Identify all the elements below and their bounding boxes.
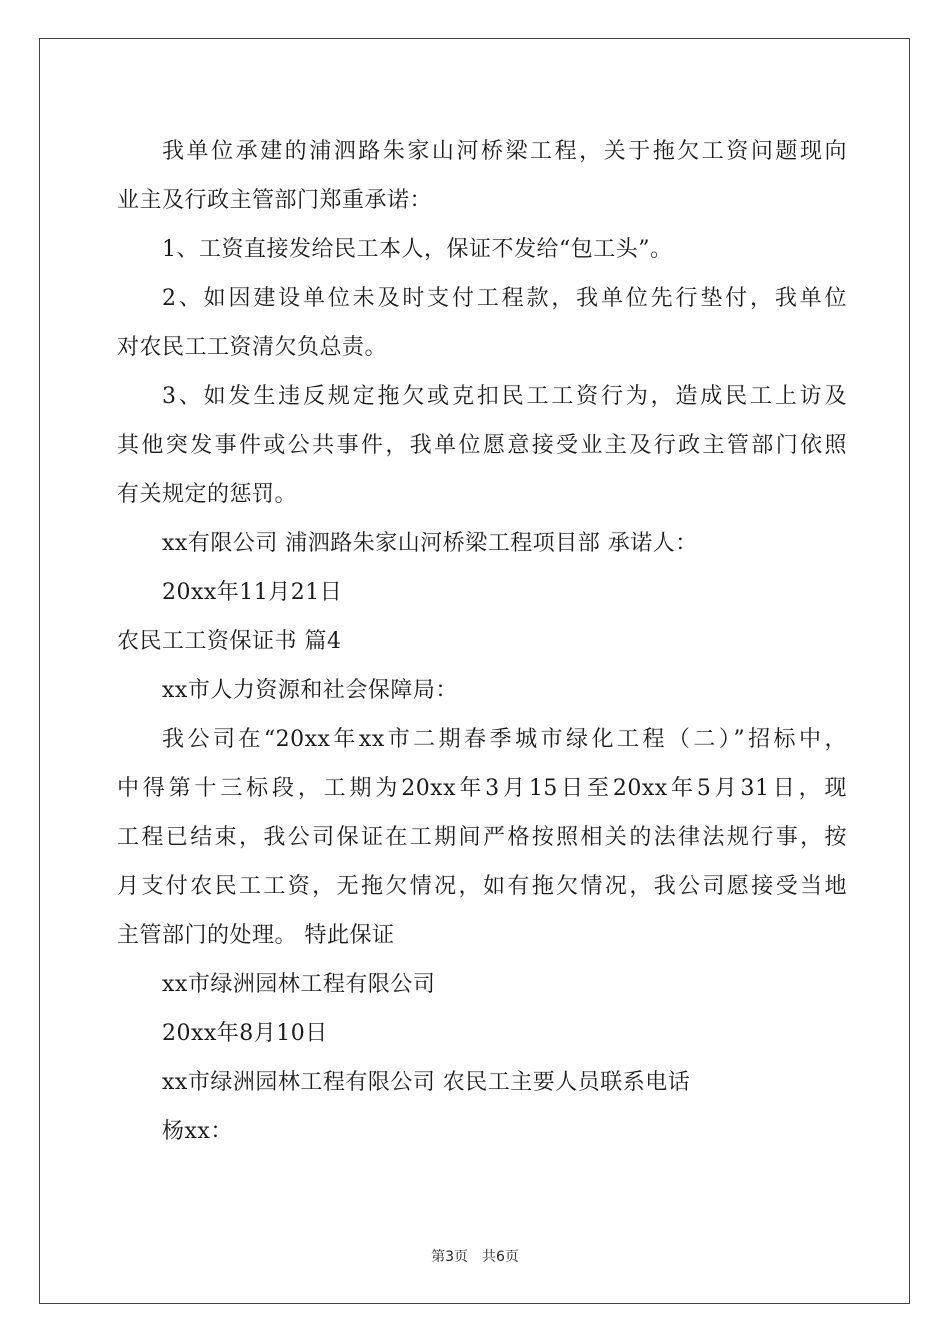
signature-line: xx有限公司 浦泗路朱家山河桥梁工程项目部 承诺人： xyxy=(162,531,698,556)
paragraph-line: 我公司在“20xx年xx市二期春季城市绿化工程（二）”招标中， xyxy=(162,727,847,752)
page-number-current: 第3页 xyxy=(431,1249,468,1265)
paragraph-line: 我单位承建的浦泗路朱家山河桥梁工程，关于拖欠工资问题现向 xyxy=(162,139,847,164)
paragraph-line: 月支付农民工工资，无拖欠情况，如有拖欠情况，我公司愿接受当地 xyxy=(117,874,847,899)
paragraph-line: 1、工资直接发给民工本人，保证不发给“包工头”。 xyxy=(162,237,673,262)
page-number-total: 共6页 xyxy=(482,1249,519,1265)
section-heading: 农民工工资保证书 篇4 xyxy=(117,629,342,654)
paragraph-line: 2、如因建设单位未及时支付工程款，我单位先行垫付，我单位 xyxy=(162,286,847,311)
paragraph-line: 主管部门的处理。 特此保证 xyxy=(117,923,395,948)
paragraph-line: 3、如发生违反规定拖欠或克扣民工工资行为，造成民工上访及 xyxy=(162,384,847,409)
paragraph-line: 中得第十三标段，工期为20xx年3月15日至20xx年5月31日，现 xyxy=(117,776,847,801)
company-name-line: xx市绿洲园林工程有限公司 xyxy=(162,972,436,997)
contact-heading-line: xx市绿洲园林工程有限公司 农民工主要人员联系电话 xyxy=(162,1070,691,1095)
paragraph-line: 工程已结束，我公司保证在工期间严格按照相关的法律法规行事，按 xyxy=(117,825,847,850)
date-line: 20xx年11月21日 xyxy=(162,580,343,605)
page-footer xyxy=(0,1246,950,1266)
paragraph-line: 业主及行政主管部门郑重承诺： xyxy=(117,188,433,213)
paragraph-line: 其他突发事件或公共事件，我单位愿意接受业主及行政主管部门依照 xyxy=(117,433,847,458)
contact-name-line: 杨xx： xyxy=(162,1119,233,1144)
document-body xyxy=(117,127,847,1156)
paragraph-line: 对农民工工资清欠负总责。 xyxy=(117,335,388,360)
date-line: 20xx年8月10日 xyxy=(162,1021,328,1046)
paragraph-line: 有关规定的惩罚。 xyxy=(117,482,298,507)
addressee-line: xx市人力资源和社会保障局： xyxy=(162,678,458,703)
